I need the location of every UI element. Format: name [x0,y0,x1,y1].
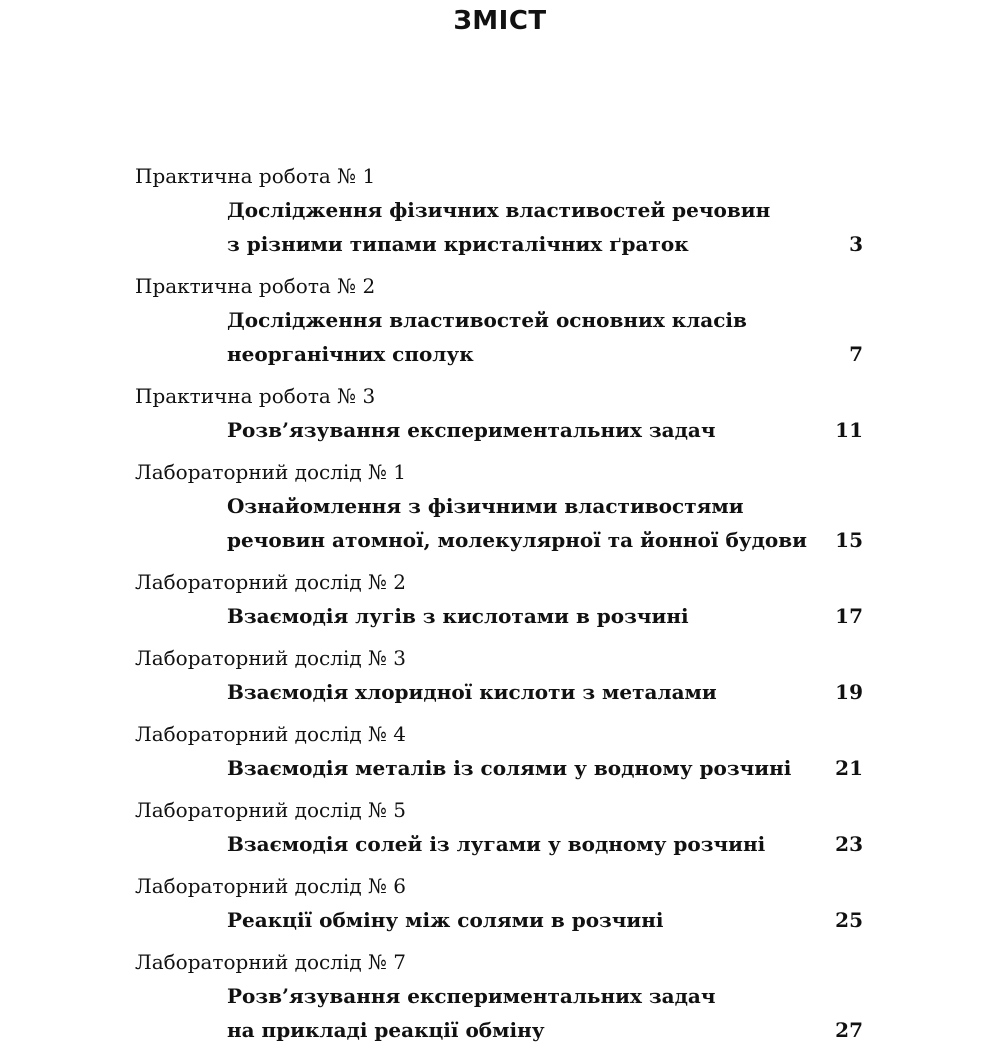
toc-topic-line: Дослідження фізичних властивостей речовин [227,198,771,222]
toc-page-number: 3 [849,232,863,256]
toc-entry-topic [0,599,1000,633]
toc-entry-topic [0,751,1000,785]
toc-page-number: 27 [835,1018,863,1042]
toc-entry [0,269,1000,371]
toc-entry-heading: Лабораторний дослід № 2 [135,570,407,594]
toc-page-number: 19 [835,680,863,704]
toc-entry-topic [0,827,1000,861]
toc-entry-topic [0,903,1000,937]
toc-entry [0,455,1000,557]
toc-topic-line: Взаємодія солей із лугами у водному розчині [227,832,766,856]
toc-page-number: 15 [835,528,863,552]
toc-entry [0,869,1000,937]
toc-page-number: 23 [835,832,863,856]
toc-topic-line: з різними типами кристалічних ґраток [227,232,689,256]
toc-entry [0,945,1000,1047]
toc-topic-line: на прикладі реакції обміну [227,1018,545,1042]
toc-entry-topic [0,979,1000,1047]
toc-entry [0,793,1000,861]
toc-entry-topic [0,413,1000,447]
toc-entry-topic [0,303,1000,371]
toc-entry-heading: Лабораторний дослід № 5 [135,798,407,822]
toc-topic-line: Взаємодія лугів з кислотами в розчині [227,604,689,628]
toc-topic-line: Реакції обміну між солями в розчині [227,908,664,932]
toc-topic-line: речовин атомної, молекулярної та йонної будови [227,528,807,552]
toc-topic-line: Взаємодія хлоридної кислоти з металами [227,680,717,704]
toc-entry-heading: Лабораторний дослід № 6 [135,874,407,898]
toc-entry-heading: Лабораторний дослід № 3 [135,646,407,670]
toc-page-number: 25 [835,908,863,932]
toc-page-number: 21 [835,756,863,780]
toc-entry-heading: Практична робота № 3 [135,384,376,408]
toc-entry [0,159,1000,261]
toc-entry [0,717,1000,785]
toc-page-number: 7 [849,342,863,366]
toc-topic-line: неорганічних сполук [227,342,474,366]
toc-entry-heading: Практична робота № 1 [135,164,376,188]
toc-topic-line: Дослідження властивостей основних класів [227,308,747,332]
toc-topic-line: Розв’язування експериментальних задач [227,984,716,1008]
toc-entry-heading: Лабораторний дослід № 4 [135,722,407,746]
table-of-contents [0,159,1000,1055]
toc-entry-heading: Лабораторний дослід № 1 [135,460,407,484]
toc-entry-heading: Лабораторний дослід № 7 [135,950,407,974]
toc-entry-heading: Практична робота № 2 [135,274,376,298]
page-title: ЗМІСТ [453,6,547,36]
toc-entry [0,565,1000,633]
toc-entry-topic [0,193,1000,261]
toc-page-number: 17 [835,604,863,628]
toc-page-number: 11 [835,418,863,442]
toc-entry [0,379,1000,447]
toc-entry-topic [0,489,1000,557]
toc-entry [0,641,1000,709]
toc-entry-topic [0,675,1000,709]
toc-topic-line: Розв’язування експериментальних задач [227,418,716,442]
toc-topic-line: Взаємодія металів із солями у водному розчині [227,756,792,780]
toc-topic-line: Ознайомлення з фізичними властивостями [227,494,744,518]
